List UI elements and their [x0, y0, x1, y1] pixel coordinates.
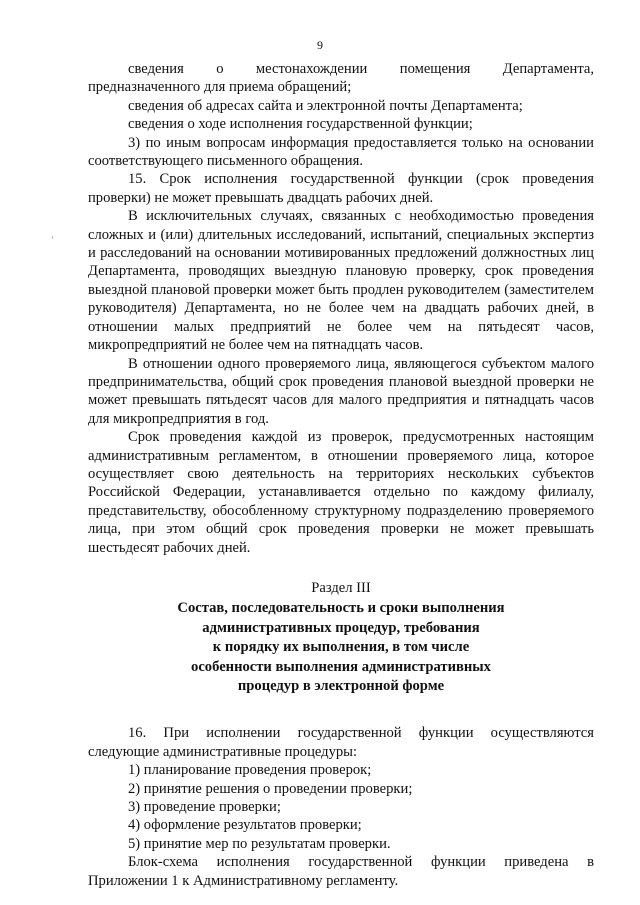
paragraph-item-16: 16. При исполнении государственной функции осуществляются следующие административные процедуры:: [88, 725, 594, 760]
margin-mark: [52, 236, 53, 239]
section-title-line: особенности выполнения административных: [191, 658, 491, 675]
list-item-procedure-2: 2) принятие решения о проведении проверки;: [128, 780, 413, 797]
list-item-procedure-4: 4) оформление результатов проверки;: [128, 817, 362, 834]
paragraph-multiple-regions: Срок проведения каждой из проверок, предусмотренных настоящим административным регламентом, в отношении проверяемого лица, которое осуществляет свою деятельность на территориях нескольких субъектов Российской Федерации, устанавливается отдельно по каждому филиалу, представительству, обособленному структурному подразделению проверяемого лица, при этом общий срок проведения проверки не может превышать шестьдесят рабочих дней.: [88, 429, 594, 556]
list-item-procedure-3: 3) проведение проверки;: [128, 799, 281, 816]
section-title-line: к порядку их выполнения, в том числе: [212, 639, 470, 656]
list-item-procedure-5: 5) принятие мер по результатам проверки.: [128, 835, 391, 852]
paragraph-small-business: В отношении одного проверяемого лица, являющегося субъектом малого предпринимательства, общий срок проведения плановой выездной проверки не может превышать пятьдесят часов для малого предприятия и пятнадцать часов для микропредприятия в год.: [88, 355, 594, 427]
page-number: 9: [317, 38, 323, 52]
list-item-procedure-1: 1) планирование проведения проверок;: [128, 762, 372, 779]
section-title-line: Состав, последовательность и сроки выполнения: [177, 600, 505, 617]
paragraph-exceptional-cases: В исключительных случаях, связанных с необходимостью проведения сложных и (или) длительных исследований, испытаний, специальных экспертиз и расследований на основании мотивированных предложений должностных лиц Департамента, проводящих выездную плановую проверку, срок проведения выездной плановой проверки может быть продлен руководителем (заместителем руководителя) Департамента, но не более чем на двадцать рабочих дней, в отношении малых предприятий не более чем на пятьдесят часов, микропредприятий не более чем на пятнадцать часов.: [88, 208, 594, 354]
paragraph-premises-info: сведения о местонахождении помещения Департамента, предназначенного для приема обращений;: [88, 61, 594, 96]
paragraph-other-questions: 3) по иным вопросам информация предоставляется только на основании соответствующего письменного обращения.: [88, 134, 594, 170]
paragraph-flowchart-reference: Блок-схема исполнения государственной функции приведена в Приложении 1 к Административному регламенту.: [88, 854, 594, 889]
paragraph-item-15: 15. Срок исполнения государственной функции (срок проведения проверки) не может превышать двадцать рабочих дней.: [88, 171, 594, 206]
section-label: Раздел III: [311, 579, 371, 596]
document-body: [88, 60, 594, 890]
section-title-line: административных процедур, требования: [202, 619, 480, 636]
paragraph-progress-info: сведения о ходе исполнения государственной функции;: [128, 116, 473, 133]
paragraph-website-email-info: сведения об адресах сайта и электронной почты Департамента;: [128, 97, 523, 114]
section-title-line: процедур в электронной форме: [237, 678, 445, 694]
section-title: [88, 599, 594, 696]
